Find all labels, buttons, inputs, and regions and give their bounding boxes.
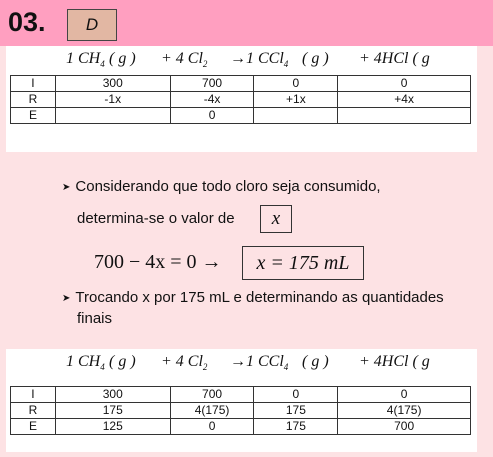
table-cell: -1x (55, 92, 170, 108)
question-header (0, 0, 493, 46)
table-cell: E (11, 108, 56, 124)
table-cell: 700 (170, 76, 254, 92)
bullet-final-quantities-cont: finais (77, 310, 113, 327)
table-cell: +1x (254, 92, 338, 108)
table-cell: R (11, 403, 56, 419)
table-cell (55, 108, 170, 124)
table-cell: 175 (254, 403, 338, 419)
table-row (11, 387, 471, 403)
ice-table-1 (10, 75, 471, 124)
table-cell: 0 (254, 387, 338, 403)
table-cell: -4x (170, 92, 254, 108)
table-cell (338, 108, 471, 124)
table-row (11, 419, 471, 435)
table-cell: I (11, 76, 56, 92)
table-cell: I (11, 387, 56, 403)
reaction-panel-2 (6, 349, 477, 452)
table-row (11, 403, 471, 419)
table-cell: 4(175) (338, 403, 471, 419)
bullet-final-quantities: ➤ Trocando x por 175 mL e determinando as quantidades (62, 289, 444, 306)
table-cell: 0 (170, 108, 254, 124)
table-cell: 0 (170, 419, 254, 435)
arrowhead-bullet-icon: ➤ (62, 293, 71, 304)
table-row (11, 108, 471, 124)
result-box: x = 175 mL (242, 246, 364, 280)
bullet-consumed-chlorine: ➤ Considerando que todo cloro seja consumido, (62, 178, 381, 195)
math-equation: 700 − 4x = 0 → (94, 251, 222, 273)
table-cell: 4(175) (170, 403, 254, 419)
reaction-equation: 1 $CH_4$ ( g ) + 4 $Cl_2$ →1 CCl$_4$ ( g ) + 4HCl ( g (66, 353, 430, 373)
table-cell: 0 (338, 387, 471, 403)
table-cell (254, 108, 338, 124)
table-cell: 0 (254, 76, 338, 92)
x-variable-box: x (260, 205, 292, 233)
table-cell: 700 (338, 419, 471, 435)
table-cell: 175 (254, 419, 338, 435)
table-cell: E (11, 419, 56, 435)
table-row (11, 76, 471, 92)
answer-box: D (67, 9, 117, 41)
bullet-consumed-chlorine-cont: determina-se o valor de (77, 210, 235, 227)
table-cell: 700 (170, 387, 254, 403)
table-cell: 175 (55, 403, 170, 419)
table-cell: +4x (338, 92, 471, 108)
table-cell: R (11, 92, 56, 108)
ice-table-2 (10, 386, 471, 435)
table-cell: 0 (338, 76, 471, 92)
table-cell: 300 (55, 76, 170, 92)
reaction-panel-1 (6, 46, 477, 152)
table-row (11, 92, 471, 108)
table-cell: 125 (55, 419, 170, 435)
reaction-equation: 1 $CH_4$ ( g ) + 4 $Cl_2$ →1 CCl$_4$ ( g ) + 4HCl ( g (66, 50, 430, 70)
arrowhead-bullet-icon: ➤ (62, 182, 71, 193)
question-number: 03. (8, 7, 46, 37)
table-cell: 300 (55, 387, 170, 403)
